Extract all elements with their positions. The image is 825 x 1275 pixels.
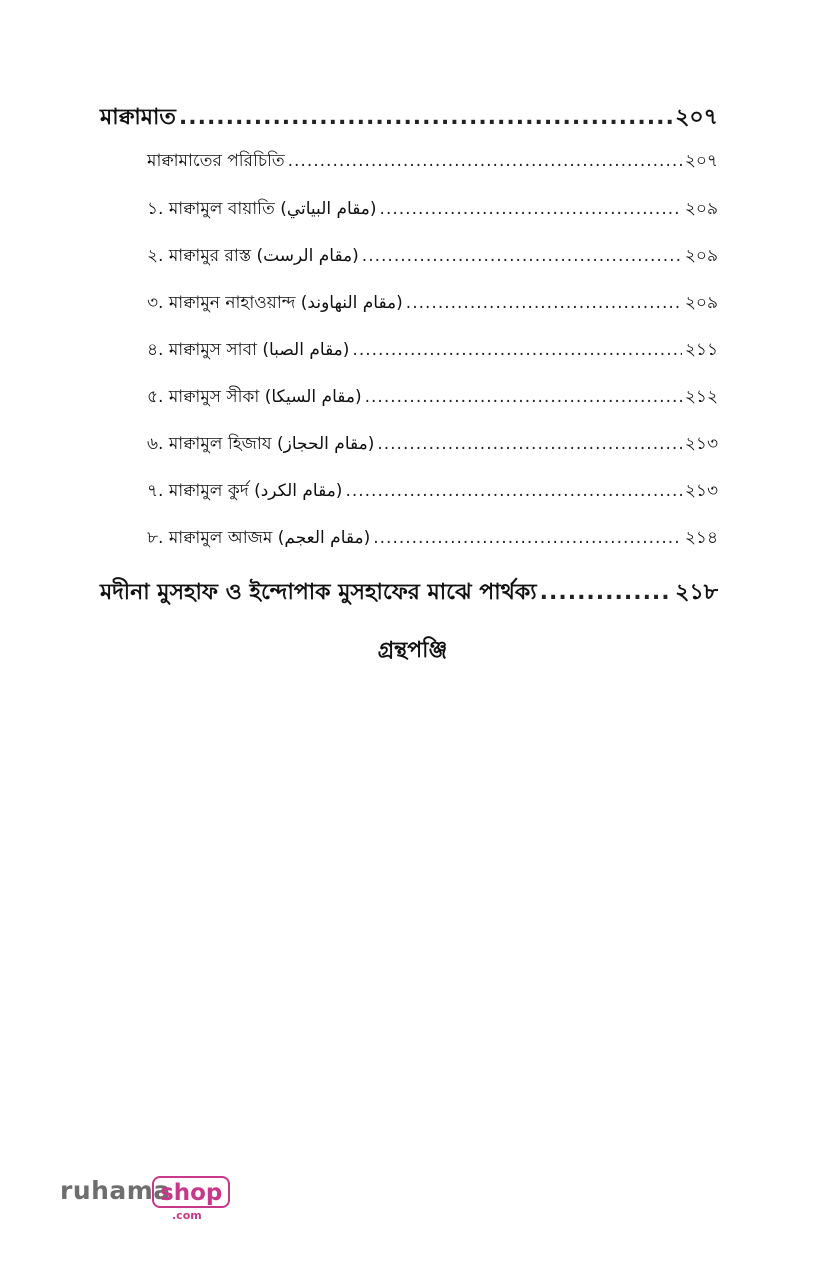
toc-subentry-label: ৭. মাক্বামুল কুর্দ bbox=[147, 481, 249, 501]
toc-leader-dots bbox=[345, 481, 681, 501]
toc-entry-label: মাক্বামাত bbox=[100, 105, 176, 130]
toc-subentry-arabic: (مقام الكرد) bbox=[254, 481, 343, 501]
logo-domain: .com bbox=[172, 1209, 202, 1222]
toc-page-number: ২০৯ bbox=[684, 246, 718, 266]
toc-subentry bbox=[147, 431, 718, 459]
toc-subentry-arabic: (مقام السيكا) bbox=[264, 387, 362, 407]
toc-page-number: ২০৯ bbox=[684, 293, 718, 313]
toc-subentry-label: ৮. মাক্বামুল আজম bbox=[147, 528, 273, 548]
toc-subentry-label: ৪. মাক্বামুস সাবা bbox=[147, 340, 257, 360]
ruhamashop-logo bbox=[60, 1176, 230, 1226]
logo-word: ruhama bbox=[60, 1176, 171, 1205]
toc-subentry-arabic: (مقام النهاوند) bbox=[300, 293, 403, 313]
toc-leader-dots bbox=[362, 246, 682, 266]
toc-subentry-label: ১. মাক্বামুল বায়াতি bbox=[147, 199, 275, 219]
toc-page-number: ২১১ bbox=[684, 340, 718, 360]
toc-subentry bbox=[147, 196, 718, 224]
toc-page-number: ২১৮ bbox=[675, 580, 718, 605]
toc-subentry-arabic: (مقام البياتي) bbox=[280, 199, 377, 219]
toc-page-number: ২০৭ bbox=[675, 105, 718, 130]
toc-subentry-arabic: (مقام الصبا) bbox=[262, 340, 350, 360]
toc-subentry bbox=[147, 243, 718, 271]
toc-leader-dots bbox=[540, 580, 673, 605]
toc-subentry bbox=[147, 478, 718, 506]
toc-page-number: ২১৩ bbox=[684, 434, 718, 454]
toc-subentry-arabic: (مقام الرست) bbox=[256, 246, 359, 266]
toc-entry-mushaf-difference bbox=[100, 575, 718, 612]
toc-subentry bbox=[147, 148, 718, 176]
toc-leader-dots bbox=[365, 387, 682, 407]
toc-page-number: ২১৩ bbox=[684, 481, 718, 501]
toc-subentry-label: ৩. মাক্বামুন নাহাওয়ান্দ bbox=[147, 293, 296, 313]
toc-subentry bbox=[147, 525, 718, 553]
toc-subentry bbox=[147, 290, 718, 318]
toc-leader-dots bbox=[288, 151, 682, 171]
toc-leader-dots bbox=[373, 528, 682, 548]
toc-entry-maqamat bbox=[100, 100, 718, 137]
toc-subentry-label: ৫. মাক্বামুস সীকা bbox=[147, 387, 260, 407]
toc-subentry-label: ৬. মাক্বামুল হিজায bbox=[147, 434, 272, 454]
toc-page-number: ২১৪ bbox=[684, 528, 718, 548]
toc-subentry bbox=[147, 384, 718, 412]
toc-page-number: ২১২ bbox=[684, 387, 718, 407]
toc-page-number: ২০৭ bbox=[684, 151, 718, 171]
toc-leader-dots bbox=[406, 293, 682, 313]
toc-subentry-label: মাক্বামাতের পরিচিতি bbox=[147, 151, 285, 171]
toc-page-number: ২০৯ bbox=[684, 199, 718, 219]
bibliography-heading: গ্রন্থপঞ্জি bbox=[377, 638, 448, 663]
toc-subentry-label: ২. মাক্বামুর রাস্ত bbox=[147, 246, 252, 266]
toc-subentry-arabic: (مقام العجم) bbox=[277, 528, 371, 548]
toc-leader-dots bbox=[377, 434, 682, 454]
toc-subentry-arabic: (مقام الحجاز) bbox=[277, 434, 375, 454]
toc-leader-dots bbox=[352, 340, 681, 360]
logo-shop-badge: shop bbox=[152, 1176, 230, 1208]
toc-leader-dots bbox=[179, 105, 672, 130]
toc-leader-dots bbox=[380, 199, 682, 219]
toc-subentry bbox=[147, 337, 718, 365]
toc-entry-label: মদীনা মুসহাফ ও ইন্দোপাক মুসহাফের মাঝে পার্থক্য bbox=[100, 580, 537, 605]
